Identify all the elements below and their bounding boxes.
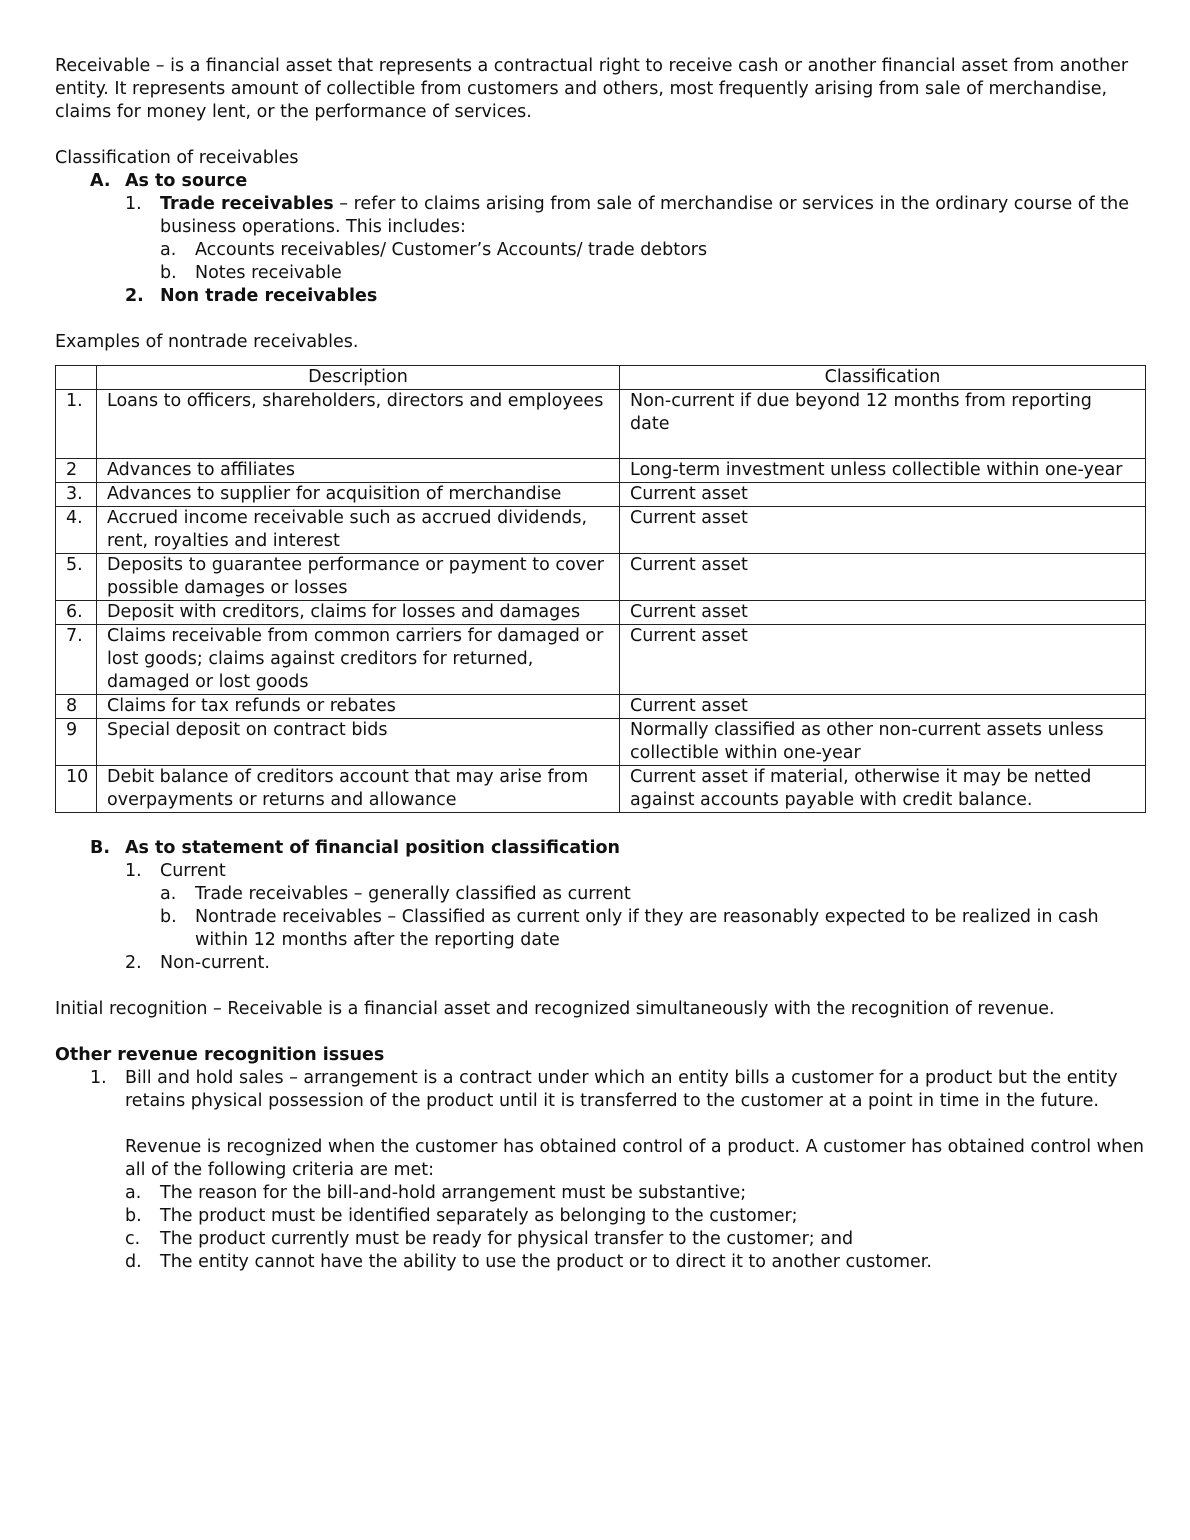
list-item-text: Notes receivable (195, 263, 342, 283)
table-header-row (56, 366, 1146, 390)
table-row (56, 554, 1146, 601)
row-description: Claims for tax refunds or rebates (97, 695, 620, 719)
examples-heading: Examples of nontrade receivables. (55, 332, 359, 352)
row-number: 6. (56, 601, 97, 625)
section-b-title: As to statement of financial position classification (125, 838, 620, 858)
row-number: 2 (56, 459, 97, 483)
row-description: Deposits to guarantee performance or payment to cover possible damages or losses (97, 554, 620, 601)
row-description: Claims receivable from common carriers for damaged or lost goods; claims against creditors for returned, damaged or lost goods (97, 625, 620, 695)
list-item (55, 883, 1145, 906)
table-row (56, 719, 1146, 766)
row-classification: Current asset (620, 695, 1146, 719)
row-number: 9 (56, 719, 97, 766)
section-b-marker: B. (90, 838, 110, 858)
list-item-text: Nontrade receivables – Classified as current only if they are reasonably expected to be realized in cash within 12 months after the reporting date (195, 907, 1099, 950)
table-row (56, 459, 1146, 483)
classification-heading: Classification of receivables (55, 148, 299, 168)
section-a-title: As to source (125, 171, 248, 191)
row-classification: Normally classified as other non-current assets unless collectible within one-year (620, 719, 1146, 766)
list-item-text: Trade receivables – generally classified as current (195, 884, 631, 904)
row-classification: Current asset (620, 507, 1146, 554)
control-criteria-intro: Revenue is recognized when the customer has obtained control of a product. A customer has obtained control when all of the following criteria are met: (125, 1137, 1144, 1180)
list-marker: 1. (125, 861, 142, 881)
list-marker: 1. (90, 1068, 107, 1088)
table-row (56, 601, 1146, 625)
row-classification: Current asset (620, 554, 1146, 601)
list-item (55, 1182, 1145, 1205)
row-classification: Current asset if material, otherwise it may be netted against accounts payable with credit balance. (620, 766, 1146, 813)
list-item-text: The product currently must be ready for physical transfer to the customer; and (160, 1229, 854, 1249)
table-row (56, 483, 1146, 507)
row-number: 1. (56, 390, 97, 459)
header-description: Description (97, 366, 620, 390)
row-number: 5. (56, 554, 97, 601)
table-row (56, 507, 1146, 554)
row-description: Advances to affiliates (97, 459, 620, 483)
list-marker: b. (160, 263, 177, 283)
bill-and-hold-text: Bill and hold sales – arrangement is a contract under which an entity bills a customer for a product but the entity retains physical possession of the product until it is transferred to the customer at a point in time in the future. (125, 1068, 1118, 1111)
list-item (55, 1205, 1145, 1228)
header-num (56, 366, 97, 390)
document-page (55, 55, 1145, 1274)
intro-paragraph: Receivable – is a financial asset that represents a contractual right to receive cash or another financial asset from another entity. It represents amount of collectible from customers and others, most frequently arising from sale of merchandise, claims for money lent, or the performance of services. (55, 56, 1129, 122)
row-number: 7. (56, 625, 97, 695)
row-classification: Non-current if due beyond 12 months from reporting date (620, 390, 1146, 459)
list-item (55, 1251, 1145, 1274)
list-item-text: The entity cannot have the ability to use the product or to direct it to another customer. (160, 1252, 932, 1272)
row-classification: Current asset (620, 601, 1146, 625)
row-description: Debit balance of creditors account that may arise from overpayments or returns and allowance (97, 766, 620, 813)
list-marker: a. (160, 884, 177, 904)
list-item-text: Current (160, 861, 226, 881)
row-number: 4. (56, 507, 97, 554)
list-item (55, 952, 1145, 975)
row-classification: Current asset (620, 625, 1146, 695)
list-item-text: Accounts receivables/ Customer’s Accounts/ trade debtors (195, 240, 708, 260)
row-description: Accrued income receivable such as accrued dividends, rent, royalties and interest (97, 507, 620, 554)
non-trade-receivables-term: Non trade receivables (160, 286, 378, 306)
list-item (55, 262, 1145, 285)
list-item-text: Non-current. (160, 953, 270, 973)
initial-recognition-paragraph: Initial recognition – Receivable is a financial asset and recognized simultaneously with the recognition of revenue. (55, 999, 1055, 1019)
row-description: Loans to officers, shareholders, directors and employees (97, 390, 620, 459)
list-marker: a. (125, 1183, 142, 1203)
list-item (55, 239, 1145, 262)
row-description: Special deposit on contract bids (97, 719, 620, 766)
list-item-text: The reason for the bill-and-hold arrangement must be substantive; (160, 1183, 747, 1203)
list-marker: 2. (125, 286, 144, 306)
list-item (55, 906, 1145, 952)
list-marker: c. (125, 1229, 141, 1249)
list-marker: 1. (125, 194, 142, 214)
table-row (56, 625, 1146, 695)
list-item (55, 1228, 1145, 1251)
bill-and-hold-item (55, 1067, 1145, 1182)
list-marker: b. (160, 907, 177, 927)
table-row (56, 390, 1146, 459)
list-marker: a. (160, 240, 177, 260)
list-item-text: The product must be identified separately as belonging to the customer; (160, 1206, 798, 1226)
list-item (55, 860, 1145, 883)
table-row (56, 766, 1146, 813)
row-number: 10 (56, 766, 97, 813)
non-trade-receivables-item (55, 285, 1145, 308)
list-marker: b. (125, 1206, 142, 1226)
nontrade-receivables-table (55, 365, 1146, 813)
header-classification: Classification (620, 366, 1146, 390)
section-a-marker: A. (90, 171, 111, 191)
row-number: 3. (56, 483, 97, 507)
row-description: Deposit with creditors, claims for losses and damages (97, 601, 620, 625)
row-description: Advances to supplier for acquisition of merchandise (97, 483, 620, 507)
trade-receivables-term: Trade receivables (160, 194, 334, 214)
list-marker: 2. (125, 953, 142, 973)
trade-receivables-desc: – refer to claims arising from sale of merchandise or services in the ordinary course of the business operations. This includes: (160, 194, 1129, 237)
row-classification: Long-term investment unless collectible within one-year (620, 459, 1146, 483)
row-classification: Current asset (620, 483, 1146, 507)
table-row (56, 695, 1146, 719)
section-b-heading (55, 837, 1145, 860)
row-number: 8 (56, 695, 97, 719)
list-marker: d. (125, 1252, 142, 1272)
other-issues-heading: Other revenue recognition issues (55, 1045, 385, 1065)
trade-receivables-item (55, 193, 1145, 239)
section-a-heading (55, 170, 1145, 193)
